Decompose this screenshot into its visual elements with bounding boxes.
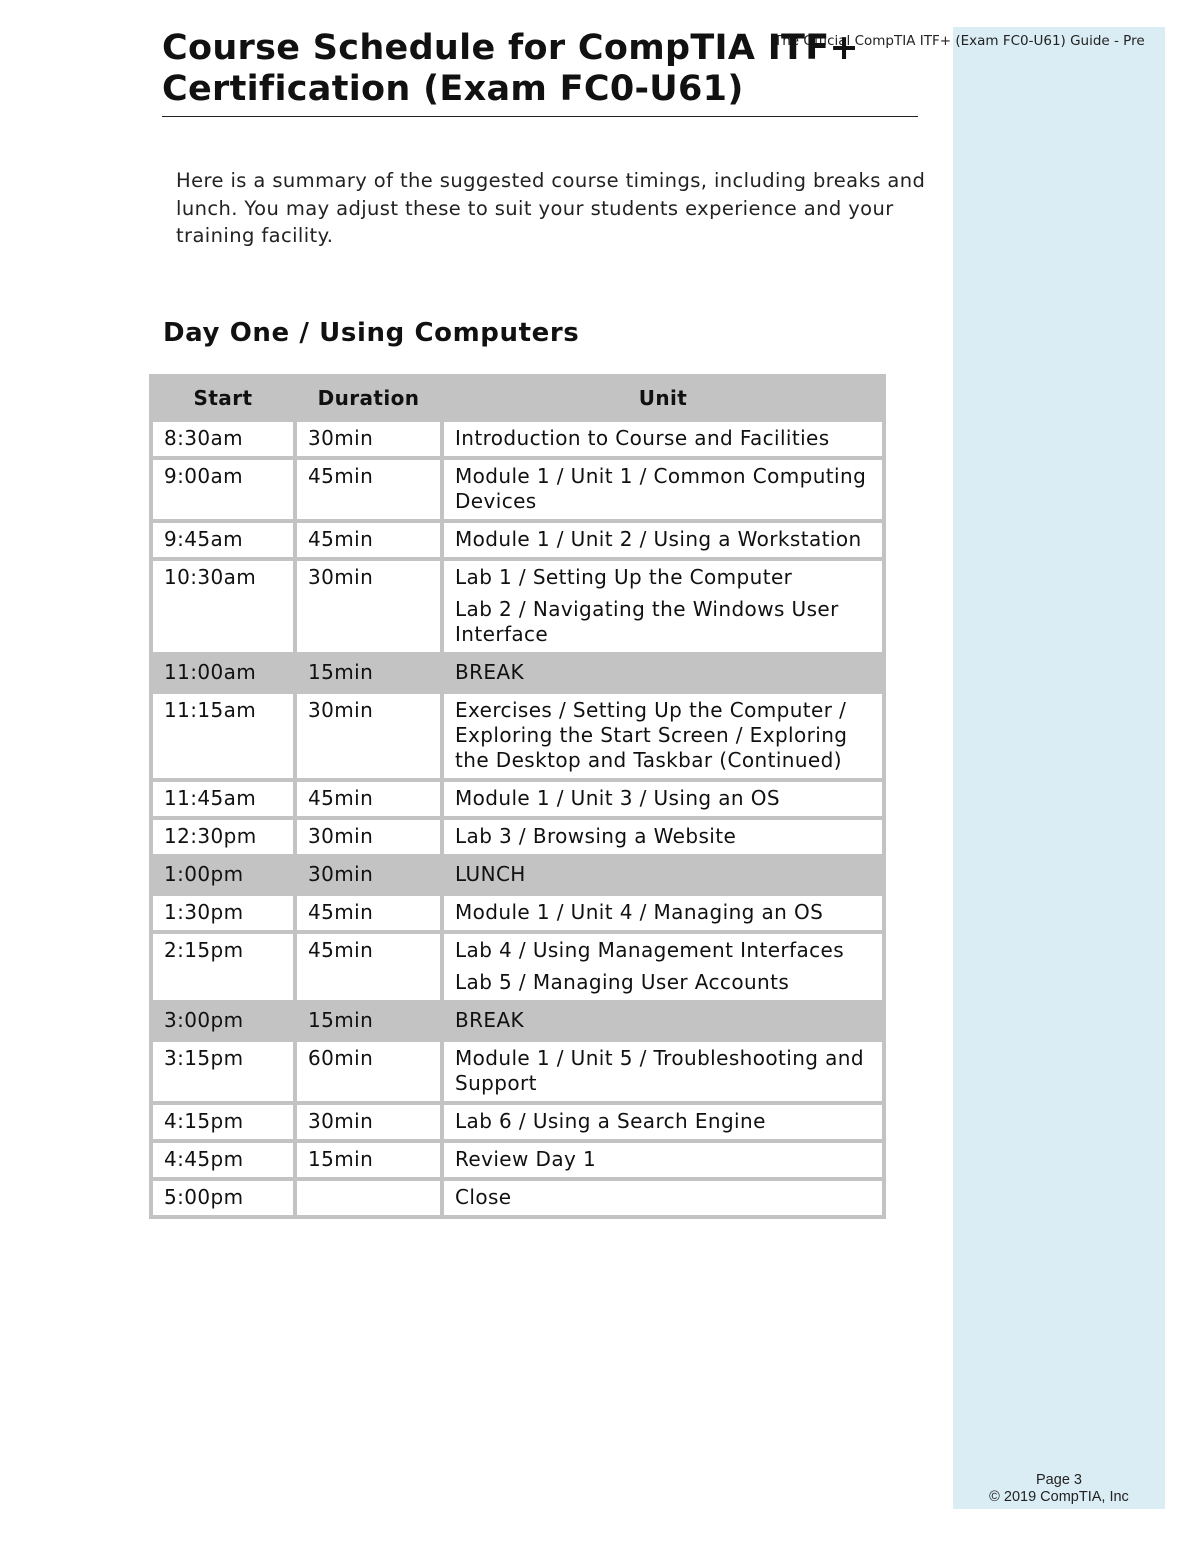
cell-unit: [442, 932, 884, 1002]
table-row: [151, 818, 884, 856]
unit-line: Lab 3 / Browsing a Website: [455, 824, 737, 848]
cell-unit: [442, 692, 884, 780]
table-row: [151, 1040, 884, 1103]
cell-duration: [295, 1179, 442, 1217]
unit-line: Module 1 / Unit 5 / Troubleshooting and Support: [455, 1046, 864, 1095]
unit-line: Module 1 / Unit 1 / Common Computing Devices: [455, 464, 867, 513]
cell-duration: 30min: [295, 559, 442, 654]
cell-start: 3:00pm: [151, 1002, 295, 1040]
cell-duration: 30min: [295, 692, 442, 780]
cell-duration: 30min: [295, 818, 442, 856]
cell-duration: 15min: [295, 1002, 442, 1040]
cell-duration: 45min: [295, 521, 442, 559]
cell-duration: 45min: [295, 780, 442, 818]
table-header-row: [151, 376, 884, 420]
unit-line: Lab 2 / Navigating the Windows User Interface: [455, 597, 839, 646]
cell-start: 9:45am: [151, 521, 295, 559]
unit-line: Lab 6 / Using a Search Engine: [455, 1109, 766, 1133]
cell-unit: [442, 420, 884, 458]
table-row: [151, 420, 884, 458]
page-number: Page 3: [1036, 1472, 1082, 1488]
cell-start: 5:00pm: [151, 1179, 295, 1217]
cell-start: 3:15pm: [151, 1040, 295, 1103]
table-row: [151, 692, 884, 780]
column-header-start: Start: [151, 376, 295, 420]
page-footer: [953, 1472, 1165, 1506]
table-row: [151, 1179, 884, 1217]
cell-start: 11:45am: [151, 780, 295, 818]
cell-duration: 15min: [295, 654, 442, 692]
page-title-line2: Certification (Exam FC0-U61): [162, 69, 744, 109]
unit-line: Close: [455, 1185, 512, 1209]
cell-duration: 45min: [295, 458, 442, 521]
table-row: [151, 932, 884, 1002]
table-row: [151, 1141, 884, 1179]
cell-start: 11:00am: [151, 654, 295, 692]
cell-unit: [442, 894, 884, 932]
running-header: The Official CompTIA ITF+ (Exam FC0-U61) Guide - Pre: [774, 33, 1145, 49]
cell-duration: 60min: [295, 1040, 442, 1103]
table-row: [151, 521, 884, 559]
cell-unit: [442, 1040, 884, 1103]
unit-line: Lab 4 / Using Management Interfaces: [455, 938, 845, 962]
cell-duration: 30min: [295, 420, 442, 458]
table-row: [151, 894, 884, 932]
cell-unit: [442, 856, 884, 894]
unit-line: Module 1 / Unit 3 / Using an OS: [455, 786, 780, 810]
unit-line: Introduction to Course and Facilities: [455, 426, 830, 450]
section-heading: Day One / Using Computers: [163, 318, 580, 348]
unit-line: BREAK: [455, 660, 525, 684]
unit-line: Lab 1 / Setting Up the Computer: [455, 565, 793, 589]
cell-unit: [442, 1103, 884, 1141]
cell-unit: [442, 458, 884, 521]
cell-unit: [442, 1002, 884, 1040]
schedule-table: [149, 374, 886, 1219]
cell-duration: 30min: [295, 856, 442, 894]
table-row: [151, 654, 884, 692]
unit-line: Module 1 / Unit 4 / Managing an OS: [455, 900, 824, 924]
cell-unit: [442, 818, 884, 856]
cell-duration: 15min: [295, 1141, 442, 1179]
cell-start: 8:30am: [151, 420, 295, 458]
unit-line: Review Day 1: [455, 1147, 597, 1171]
cell-start: 4:15pm: [151, 1103, 295, 1141]
copyright: © 2019 CompTIA, Inc: [989, 1489, 1129, 1505]
unit-line: Exercises / Setting Up the Computer / Exploring the Start Screen / Exploring the Desktop and Taskbar (Continued): [455, 698, 848, 772]
table-row: [151, 780, 884, 818]
cell-unit: [442, 654, 884, 692]
cell-start: 12:30pm: [151, 818, 295, 856]
table-row: [151, 1103, 884, 1141]
intro-paragraph: Here is a summary of the suggested course timings, including breaks and lunch. You may adjust these to suit your students experience and your training facility.: [176, 169, 926, 247]
cell-duration: 45min: [295, 932, 442, 1002]
cell-unit: [442, 1179, 884, 1217]
unit-line: Lab 5 / Managing User Accounts: [455, 970, 790, 994]
column-header-unit: Unit: [442, 376, 884, 420]
page-title-line1: Course Schedule for CompTIA ITF+: [162, 28, 860, 68]
column-header-duration: Duration: [295, 376, 442, 420]
sidebar-panel: [953, 27, 1165, 1509]
page-title: [162, 28, 918, 117]
cell-start: 4:45pm: [151, 1141, 295, 1179]
table-row: [151, 458, 884, 521]
cell-unit: [442, 780, 884, 818]
cell-start: 1:00pm: [151, 856, 295, 894]
cell-unit: [442, 559, 884, 654]
table-row: [151, 1002, 884, 1040]
cell-duration: 30min: [295, 1103, 442, 1141]
cell-duration: 45min: [295, 894, 442, 932]
cell-start: 11:15am: [151, 692, 295, 780]
cell-unit: [442, 1141, 884, 1179]
table-row: [151, 856, 884, 894]
cell-start: 9:00am: [151, 458, 295, 521]
unit-line: Module 1 / Unit 2 / Using a Workstation: [455, 527, 862, 551]
table-row: [151, 559, 884, 654]
cell-start: 2:15pm: [151, 932, 295, 1002]
cell-start: 1:30pm: [151, 894, 295, 932]
cell-start: 10:30am: [151, 559, 295, 654]
cell-unit: [442, 521, 884, 559]
unit-line: LUNCH: [455, 862, 526, 886]
unit-line: BREAK: [455, 1008, 525, 1032]
schedule-body: [151, 420, 884, 1217]
